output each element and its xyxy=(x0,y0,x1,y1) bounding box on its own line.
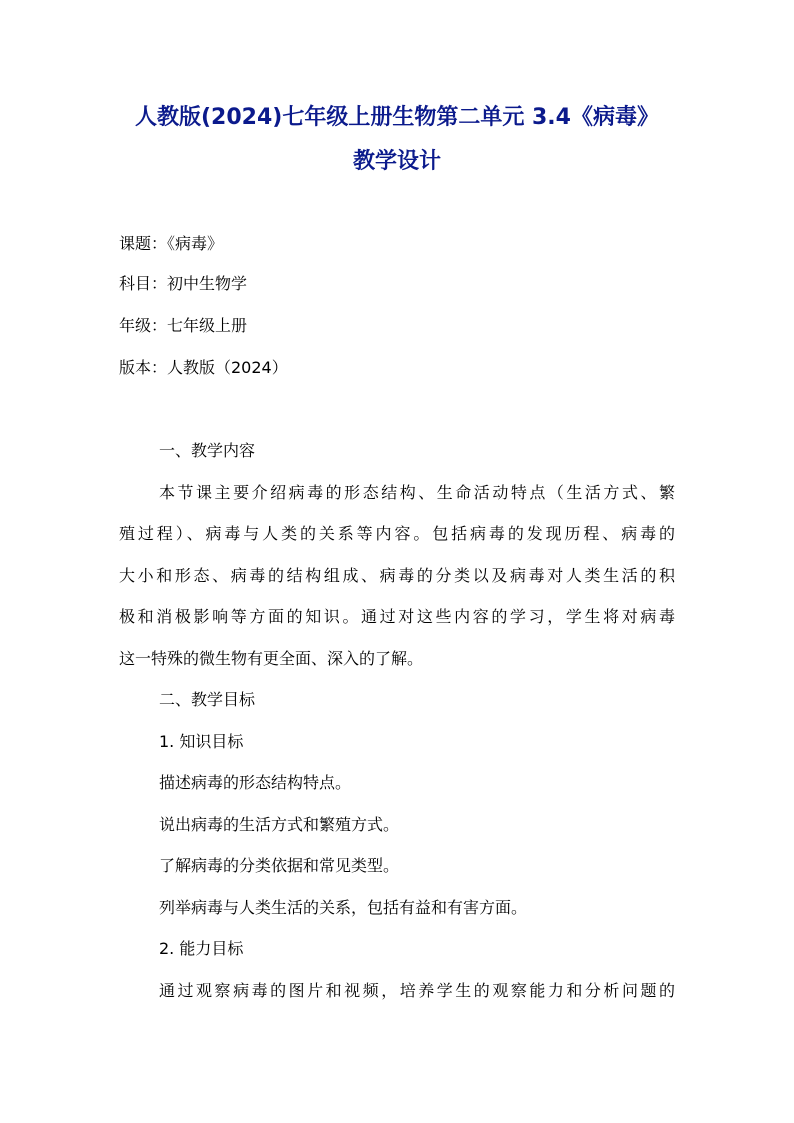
paragraph-line: 极和消极影响等方面的知识。通过对这些内容的学习，学生将对病毒 xyxy=(119,607,675,626)
paragraph-line: 本节课主要介绍病毒的形态结构、生命活动特点（生活方式、繁 xyxy=(159,483,675,502)
section-heading-objectives: 二、教学目标 xyxy=(159,690,256,709)
section-heading-content: 一、教学内容 xyxy=(159,441,256,460)
meta-topic: 课题：《病毒》 xyxy=(119,234,224,253)
subheading-ability: 2. 能力目标 xyxy=(159,939,244,958)
list-item: 说出病毒的生活方式和繁殖方式。 xyxy=(159,815,400,834)
meta-edition: 版本：人教版（2024） xyxy=(119,358,288,377)
paragraph-line: 殖过程）、病毒与人类的关系等内容。包括病毒的发现历程、病毒的 xyxy=(119,524,675,543)
meta-subject: 科目：初中生物学 xyxy=(119,274,248,293)
list-item: 列举病毒与人类生活的关系，包括有益和有害方面。 xyxy=(159,898,528,917)
document-title-line1: 人教版(2024)七年级上册生物第二单元 3.4《病毒》 xyxy=(135,105,659,130)
paragraph-line: 通过观察病毒的图片和视频，培养学生的观察能力和分析问题的 xyxy=(159,981,675,1000)
paragraph-line: 这一特殊的微生物有更全面、深入的了解。 xyxy=(119,649,424,668)
meta-grade: 年级：七年级上册 xyxy=(119,316,248,335)
document-title-line2: 教学设计 xyxy=(352,149,441,174)
paragraph-line: 大小和形态、病毒的结构组成、病毒的分类以及病毒对人类生活的积 xyxy=(119,566,675,585)
list-item: 了解病毒的分类依据和常见类型。 xyxy=(159,856,400,875)
subheading-knowledge: 1. 知识目标 xyxy=(159,732,244,751)
list-item: 描述病毒的形态结构特点。 xyxy=(159,773,352,792)
